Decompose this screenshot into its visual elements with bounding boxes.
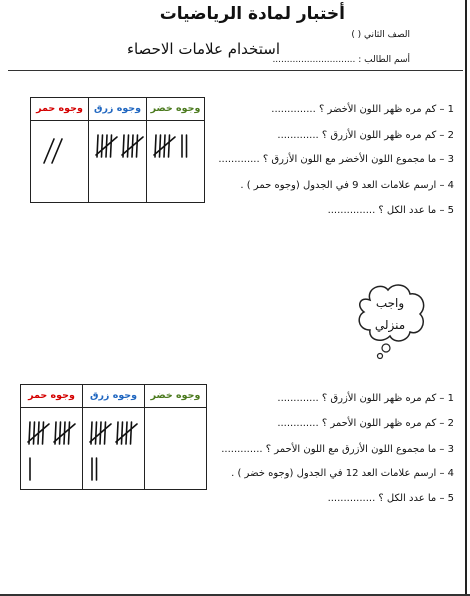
tally-stroke (43, 422, 44, 444)
question-2-3: 3 – ما مجموع اللون الأزرق مع اللون الأحمر ؟ ............. (221, 444, 454, 455)
tally-stroke (69, 422, 70, 444)
question-2-2: 2 – كم مره ظهر اللون الأحمر ؟ ............. (277, 418, 454, 429)
question-1-4: 4 – ارسم علامات العد 9 في الجدول (وجوه حمر ) . (240, 180, 454, 191)
page-title: أختبار لمادة الرياضيات (159, 4, 345, 24)
tally-cell-green (145, 408, 207, 490)
tally-stroke (131, 422, 132, 444)
page-subtitle: استخدام علامات الاحصاء (126, 40, 280, 58)
tally-stroke (128, 135, 129, 157)
question-2-5: 5 – ما عدد الكل ؟ ............... (327, 493, 454, 504)
tally-stroke (52, 139, 62, 163)
tally-stroke (160, 135, 161, 157)
tally-stroke (96, 422, 97, 444)
question-1-5: 5 – ما عدد الكل ؟ ............... (327, 205, 454, 216)
tally-stroke (169, 135, 170, 157)
tally-stroke (111, 135, 112, 157)
tally-stroke (105, 422, 106, 444)
question-1-1: 1 – كم مره ظهر اللون الأخضر ؟ .............. (271, 104, 454, 115)
column-header-blue: وجوه زرق (83, 385, 145, 408)
tally-cell-red (21, 408, 83, 490)
tally-stroke (122, 422, 123, 444)
tally-stroke (44, 139, 54, 163)
homework-line-1: واجب (375, 296, 405, 310)
header-divider (8, 70, 463, 71)
tally-stroke (34, 422, 35, 444)
tally-table-2 (20, 384, 207, 490)
tally-cell-blue (89, 121, 147, 203)
tally-cell-red (31, 121, 89, 203)
page-border-right (465, 0, 467, 596)
column-header-green: وجوه خضر (147, 98, 205, 121)
question-2-1: 1 – كم مره ظهر اللون الأزرق ؟ ............. (277, 393, 454, 404)
column-header-green: وجوه خضر (145, 385, 207, 408)
tally-stroke (137, 135, 138, 157)
column-header-red: وجوه حمر (31, 98, 89, 121)
grade-label: الصف الثاني ( ) (351, 30, 410, 40)
tally-stroke (60, 422, 61, 444)
column-header-blue: وجوه زرق (89, 98, 147, 121)
question-1-2: 2 – كم مره ظهر اللون الأزرق ؟ ............. (277, 130, 454, 141)
tally-cell-green (147, 121, 205, 203)
tally-table-1 (30, 97, 205, 203)
question-1-3: 3 – ما مجموع اللون الأخضر مع اللون الأزرق ؟ ............. (218, 154, 454, 165)
student-name-label: أسم الطالب : ............................. (272, 55, 410, 65)
column-header-red: وجوه حمر (21, 385, 83, 408)
tally-cell-blue (83, 408, 145, 490)
question-2-4: 4 – ارسم علامات العد 12 في الجدول (وجوه خضر ) . (231, 468, 454, 479)
homework-line-2: منزلي (374, 318, 406, 332)
tally-stroke (102, 135, 103, 157)
